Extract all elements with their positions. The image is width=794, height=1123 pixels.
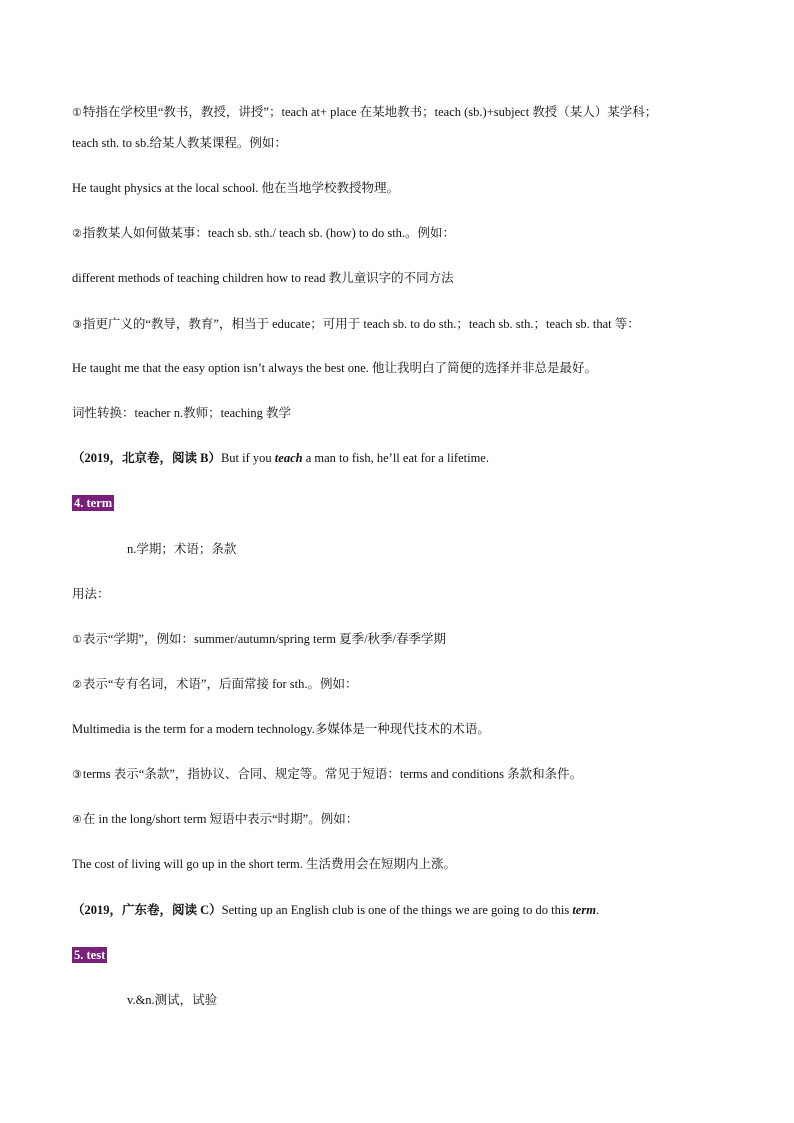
- line-text: 表示“专有名词，术语”，后面常接 for sth.。例如：: [82, 677, 358, 691]
- line-text: 词性转换：teacher n.教师；teaching 教学: [72, 406, 292, 420]
- line-text: He taught me that the easy option isn’t always the best one. 他让我明白了简便的选择并非总是最好。: [72, 361, 598, 375]
- quote-text: Setting up an English club is one of the things we are going to do this: [221, 903, 573, 917]
- paragraph-line: [72, 811, 358, 828]
- definition-line: [127, 541, 236, 557]
- exam-quote: [72, 902, 599, 918]
- line-text: teach sth. to sb.给某人教某课程。例如：: [72, 136, 287, 150]
- line-text: 在 in the long/short term 短语中表示“时期”。例如：: [82, 812, 359, 826]
- line-text: The cost of living will go up in the short term. 生活费用会在短期内上涨。: [72, 857, 456, 871]
- line-text: different methods of teaching children how to read 教儿童识字的不同方法: [72, 271, 454, 285]
- keyword: teach: [274, 451, 303, 465]
- line-text: 指更广义的“教导，教育”，相当于 educate；可用于 teach sb. to do sth.；teach sb. sth.；teach sb. that 等：: [82, 317, 640, 331]
- exam-source: （2019，广东卷，阅读 C）: [72, 903, 222, 917]
- word-heading: 4. term: [74, 496, 113, 510]
- quote-text: a man to fish, he’ll eat for a lifetime.: [302, 451, 489, 465]
- paragraph-line: [72, 766, 582, 783]
- line-text: 特指在学校里“教书，教授，讲授”；teach at+ place 在某地教书；teach (sb.)+subject 教授（某人）某学科；: [82, 105, 658, 119]
- word-heading: 5. test: [74, 948, 106, 962]
- paragraph-line: [72, 225, 455, 242]
- quote-text: .: [595, 903, 600, 917]
- line-text: terms 表示“条款”，指协议、合同、规定等。常见于短语：terms and conditions 条款和条件。: [82, 767, 583, 781]
- circled-number-marker: ③: [72, 768, 82, 781]
- line-text: 表示“学期”，例如：summer/autumn/spring term 夏季/秋季/春季学期: [82, 632, 447, 646]
- circled-number-marker: ②: [72, 678, 82, 691]
- circled-number-marker: ④: [72, 813, 82, 826]
- paragraph-line: [72, 586, 110, 602]
- line-text: Multimedia is the term for a modern technology.多媒体是一种现代技术的术语。: [72, 722, 490, 736]
- paragraph-line: [72, 405, 291, 421]
- paragraph-line: [72, 631, 446, 648]
- circled-number-marker: ①: [72, 633, 82, 646]
- line-text: He taught physics at the local school. 他在当地学校教授物理。: [72, 181, 400, 195]
- paragraph-line: [72, 316, 640, 333]
- circled-number-marker: ①: [72, 106, 82, 119]
- line-text: v.&n.测试，试验: [127, 993, 218, 1007]
- definition-line: [127, 992, 217, 1008]
- example-sentence: [72, 180, 399, 196]
- exam-source: （2019，北京卷，阅读 B）: [72, 451, 221, 465]
- circled-number-marker: ③: [72, 318, 82, 331]
- line-text: n.学期；术语；条款: [127, 542, 237, 556]
- exam-quote: [72, 450, 489, 466]
- example-sentence: [72, 856, 456, 872]
- circled-number-marker: ②: [72, 227, 82, 240]
- keyword: term: [572, 903, 596, 917]
- example-sentence: [72, 270, 454, 286]
- quote-text: But if you: [220, 451, 275, 465]
- paragraph-line: [72, 104, 657, 121]
- line-text: 用法：: [72, 587, 110, 601]
- example-sentence: [72, 721, 490, 737]
- paragraph-line: [72, 135, 287, 151]
- example-sentence: [72, 360, 597, 376]
- line-text: 指教某人如何做某事：teach sb. sth./ teach sb. (how) to do sth.。例如：: [82, 226, 456, 240]
- paragraph-line: [72, 676, 358, 693]
